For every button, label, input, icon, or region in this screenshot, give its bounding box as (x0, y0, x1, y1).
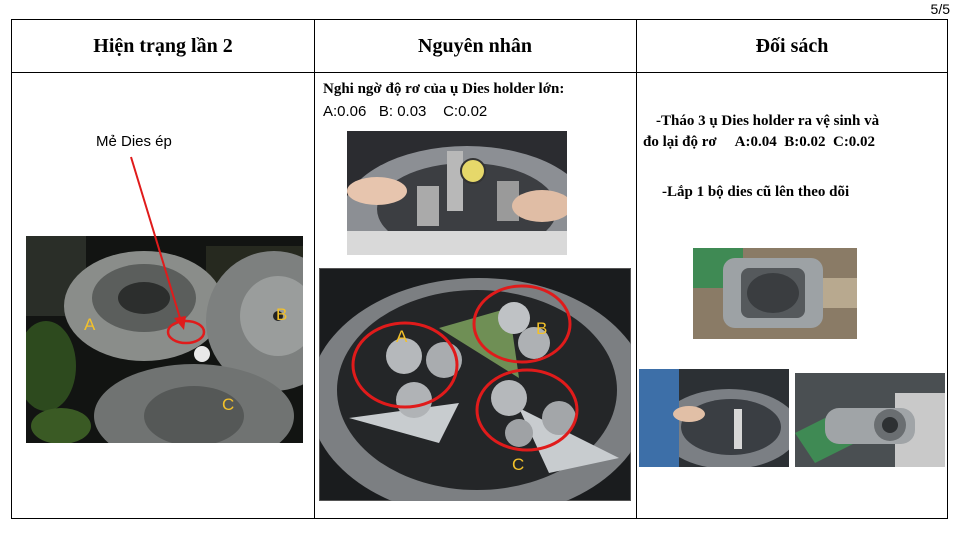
cause-measurements: A:0.06 B: 0.03 C:0.02 (323, 103, 488, 120)
measurement-photo (347, 131, 567, 255)
header-cause: Nguyên nhân (418, 34, 532, 57)
countermeasure-2: -Lắp 1 bộ dies cũ lên theo dõi (662, 184, 850, 200)
die-holder-photo (319, 268, 631, 501)
holder-label-c: C (512, 455, 525, 474)
countermeasure-1-line1: -Tháo 3 ụ Dies holder ra vệ sinh và (656, 113, 880, 129)
holder-part-photo (693, 248, 857, 339)
header-current-state: Hiện trạng lần 2 (93, 34, 233, 57)
column-divider (314, 20, 315, 518)
header-countermeasure: Đối sách (755, 34, 829, 57)
die-label-c: C (222, 395, 235, 414)
cause-statement: Nghi ngờ độ rơ của ụ Dies holder lớn: (323, 81, 565, 97)
holder-label-a: A (396, 327, 408, 346)
die-label-b: B (276, 305, 288, 324)
holder-label-b: B (536, 319, 548, 338)
current-state-photo (26, 236, 303, 443)
removed-holder-photo (795, 373, 945, 467)
die-label-a: A (84, 315, 96, 334)
header-divider (12, 72, 947, 73)
disassembly-photo (639, 369, 789, 467)
page-number: 5/5 (930, 1, 950, 17)
column-divider (636, 20, 637, 518)
countermeasure-1-line2: đo lại độ rơ A:0.04 B:0.02 C:0.02 (643, 134, 876, 150)
dies-annotation-text: Mẻ Dies ép (96, 133, 172, 150)
